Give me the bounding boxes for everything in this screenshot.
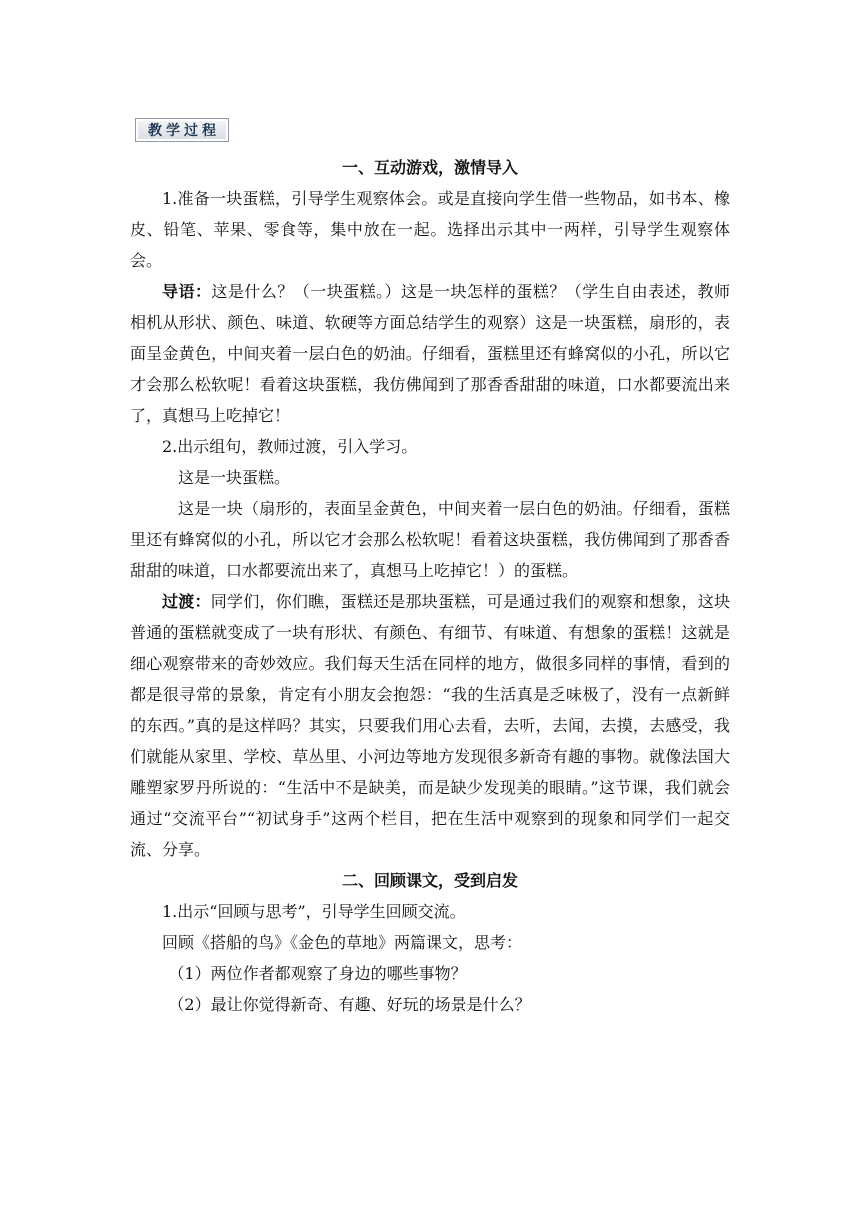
transition-text: 同学们，你们瞧，蛋糕还是那块蛋糕，可是通过我们的观察和想象，这块普通的蛋糕就变成了一块有形状、有颜色、有细节、有味道、有想象的蛋糕！这就是细心观察带来的奇妙效应。我们每天生活在同样的地方，做很多同样的事情，看到的都是很寻常的景象，肯定有小朋友会抱怨：“我的生活真是乏味极了，没有一点新鲜的东西。”真的是这样吗？其实，只要我们用心去看，去听，去闻，去摸，去感受，我们就能从家里、学校、草丛里、小河边等地方发现很多新奇有趣的事物。就像法国大雕塑家罗丹所说的：“生活中不是缺美，而是缺少发现美的眼睛。”这节课，我们就会通过“交流平台”“初试身手”这两个栏目，把在生活中观察到的现象和同学们一起交流、分享。	[130, 592, 730, 859]
section-badge: 教学过程	[135, 118, 229, 142]
paragraph-1: 1.准备一块蛋糕，引导学生观察体会。或是直接向学生借一些物品，如书本、橡皮、铅笔、苹果、零食等，集中放在一起。选择出示其中一两样，引导学生观察体会。	[130, 189, 730, 270]
question-1: （1）两位作者都观察了身边的哪些事物？	[168, 964, 467, 983]
paragraph-4: 回顾《搭船的鸟》《金色的草地》两篇课文，思考：	[162, 933, 523, 952]
paragraph-3: 1.出示“回顾与思考”，引导学生回顾交流。	[162, 902, 466, 921]
guide-label: 导语：	[162, 282, 212, 301]
section-heading-2: 二、回顾课文，受到启发	[341, 871, 518, 890]
transition-label: 过渡：	[162, 592, 211, 611]
document-body	[130, 152, 730, 1020]
section-heading-1: 一、互动游戏，激情导入	[341, 158, 518, 177]
guide-text: 这是什么？（一块蛋糕。）这是一块怎样的蛋糕？（学生自由表述，教师相机从形状、颜色、味道、软硬等方面总结学生的观察）这是一块蛋糕，扇形的，表面呈金黄色，中间夹着一层白色的奶油。仔细看，蛋糕里还有蜂窝似的小孔，所以它才会那么松软呢！看着这块蛋糕，我仿佛闻到了那香香甜甜的味道，口水都要流出来了，真想马上吃掉它！	[130, 282, 730, 425]
example-sentence-2: 这是一块（扇形的，表面呈金黄色，中间夹着一层白色的奶油。仔细看，蛋糕里还有蜂窝似的小孔，所以它才会那么松软呢！看着这块蛋糕，我仿佛闻到了那香香甜甜的味道，口水都要流出来了，真想马上吃掉它！）的蛋糕。	[130, 499, 730, 580]
transition-paragraph	[130, 586, 730, 865]
paragraph-2: 2.出示组句，教师过渡，引入学习。	[162, 437, 418, 456]
question-2: （2）最让你觉得新奇、有趣、好玩的场景是什么？	[168, 995, 531, 1014]
guide-paragraph	[130, 276, 730, 431]
example-sentence-1: 这是一块蛋糕。	[178, 468, 291, 487]
